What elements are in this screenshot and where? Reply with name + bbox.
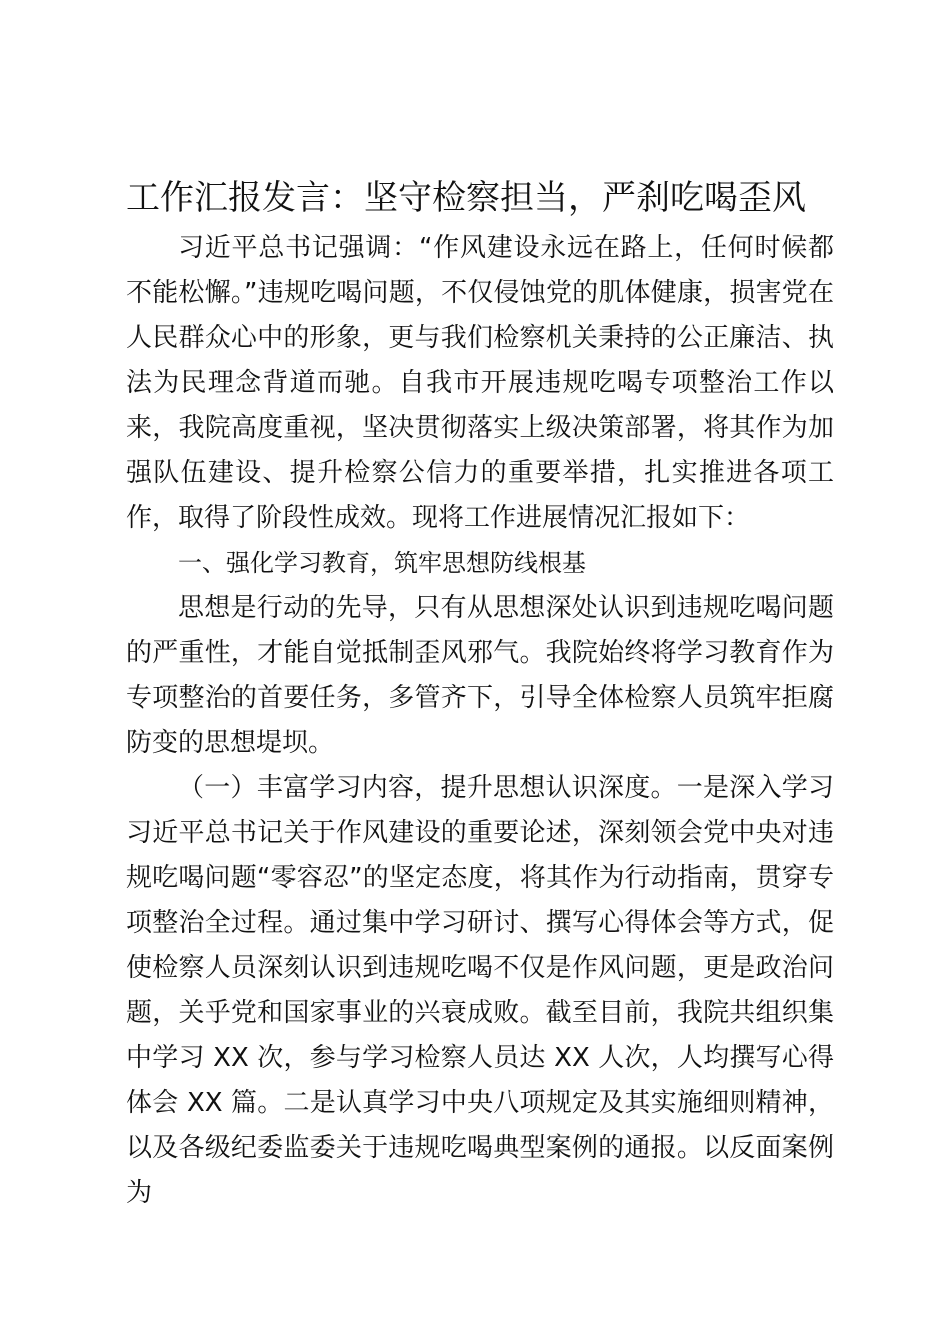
- section-1-paragraph: 思想是行动的先导，只有从思想深处认识到违规吃喝问题的严重性，才能自觉抵制歪风邪气。我院始终将学习教育作为专项整治的首要任务，多管齐下，引导全体检察人员筑牢拒腐防变的思想堤坝。: [126, 593, 834, 758]
- document-title: 工作汇报发言：坚守检察担当，严刹吃喝歪风: [126, 178, 806, 218]
- intro-paragraph: 习近平总书记强调：“作风建设永远在路上，任何时候都不能松懈。”违规吃喝问题，不仅侵蚀党的肌体健康，损害党在人民群众心中的形象，更与我们检察机关秉持的公正廉洁、执法为民理念背道而驰。自我市开展违规吃喝专项整治工作以来，我院高度重视，坚决贯彻落实上级决策部署，将其作为加强队伍建设、提升检察公信力的重要举措，扎实推进各项工作，取得了阶段性成效。现将工作进展情况汇报如下：: [126, 233, 834, 533]
- document-page: [126, 170, 834, 1216]
- subsection-1-paragraph: （一）丰富学习内容，提升思想认识深度。一是深入学习习近平总书记关于作风建设的重要论述，深刻领会党中央对违规吃喝问题“零容忍”的坚定态度，将其作为行动指南，贯穿专项整治全过程。通过集中学习研讨、撰写心得体会等方式，促使检察人员深刻认识到违规吃喝不仅是作风问题，更是政治问题，关乎党和国家事业的兴衰成败。截至目前，我院共组织集中学习 XX 次，参与学习检察人员达 XX 人次，人均撰写心得体会 XX 篇。二是认真学习中央八项规定及其实施细则精神，以及各级纪委监委关于违规吃喝典型案例的通报。以反面案例为: [126, 773, 834, 1208]
- section-heading-1: 一、强化学习教育，筑牢思想防线根基: [178, 549, 586, 577]
